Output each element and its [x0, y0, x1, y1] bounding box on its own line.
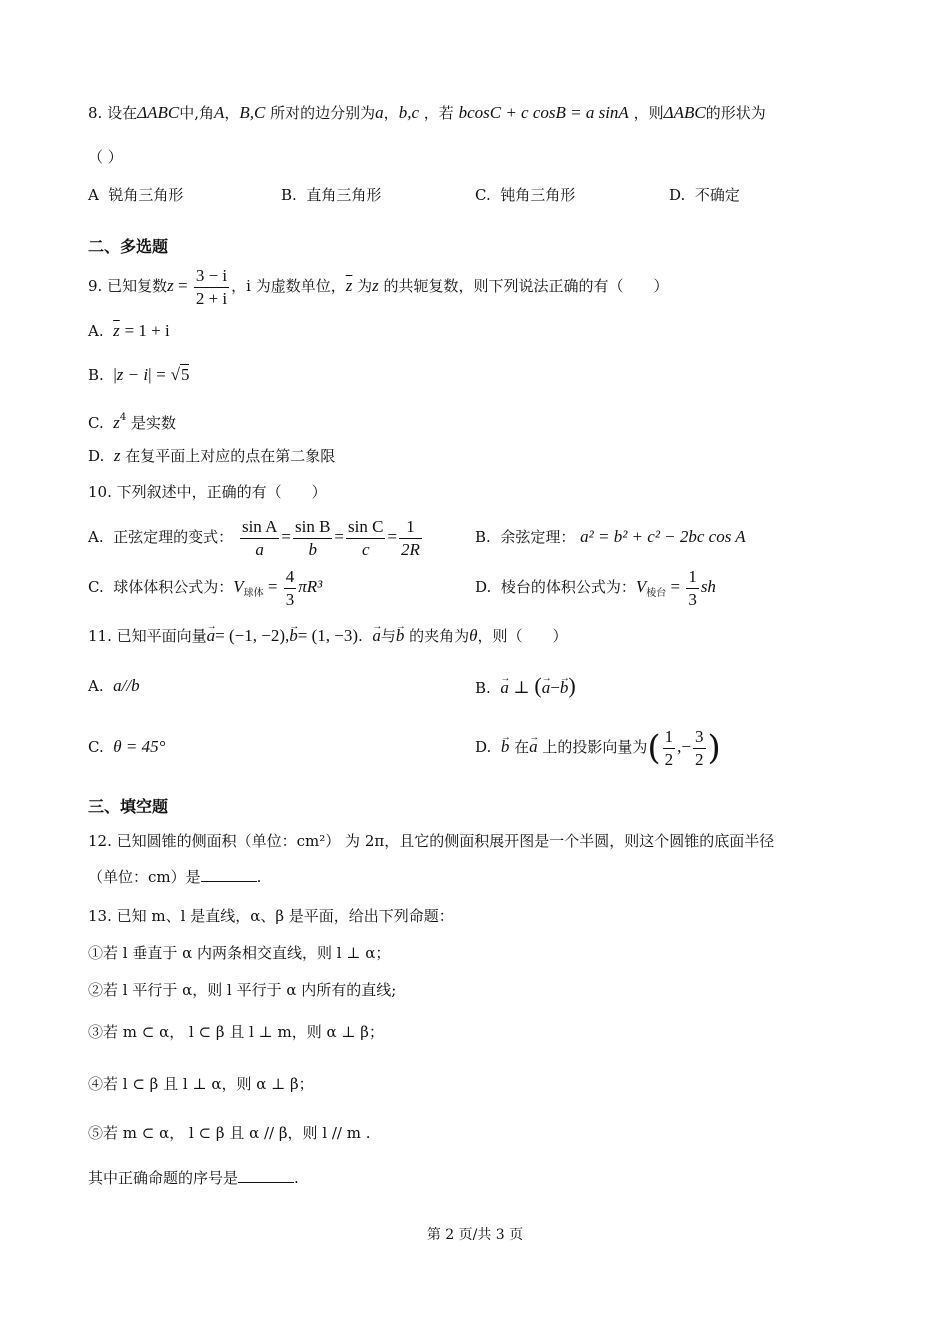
- q13-stem: 13. 已知 m、l 是直线，α、β 是平面，给出下列命题：: [88, 907, 454, 925]
- q11-frac-3-2: $\frac{3}{2}$: [695, 726, 704, 769]
- q10-option-a: A. 正弦定理的变式： $\frac{\text{sin A}}{a}$ = $\frac{\text{sin B}}{b}$ = $\frac{\text{sin C}}{c}$ = $\frac{1}{2R}$: [88, 516, 420, 559]
- q13-proposition-2: ②若 l 平行于 α，则 l 平行于 α 内所有的直线;: [88, 981, 397, 999]
- q10-stem: 10. 下列叙述中，正确的有（ ）: [88, 483, 327, 501]
- section-heading-fill-blank: 三、填空题: [88, 797, 169, 816]
- q11-stem: 11. 已知平面向量→ a= (−1, −2),→ b= (1, −3). → a与→ b 的夹角为θ，则（ ）: [88, 626, 568, 646]
- q11-option-d: D. → b 在→ a 上的投影向量为( $\frac{1}{2}$ ,− $\frac{3}{2}$ ): [475, 722, 721, 773]
- q8-option-d: D. 不确定: [669, 186, 740, 204]
- q13-proposition-3: ③若 m ⊂ α， l ⊂ β 且 l ⊥ m，则 α ⊥ β；: [88, 1023, 384, 1041]
- q8-option-a: A 锐角三角形: [88, 186, 184, 204]
- q13-answer-blank[interactable]: [238, 1168, 294, 1183]
- q8-paren: （ ）: [88, 148, 123, 166]
- q13-answer-line: 其中正确命题的序号是 .: [88, 1169, 299, 1187]
- q10-frac-sinA: $\frac{\text{sin A}}{a}$: [241, 516, 278, 559]
- q11-option-b: B. → a ⊥ (→ a−→ b): [475, 676, 576, 698]
- q9-option-b: B. |z − i| = √5: [88, 365, 190, 384]
- q12-line1: 12. 已知圆锥的侧面积（单位：cm²） 为 2π，且它的侧面积展开图是一个半圆，则这个圆锥的底面半径: [88, 832, 775, 850]
- q9-option-d: D. z 在复平面上对应的点在第二象限: [88, 446, 336, 465]
- q10-frac-4-3: $\frac{4}{3}$: [285, 566, 295, 609]
- q11-frac-1-2: $\frac{1}{2}$: [664, 726, 674, 769]
- q10-option-b: B. 余弦定理： a² = b² + c² − 2bc cos A: [475, 527, 746, 546]
- q9-stem: 9. 已知复数z = $\frac{3 - i}{2 + i}$ ，i 为虚数单位，$\overline{z}$ 为z 的共轭复数，则下列说法正确的有（ ）: [88, 265, 669, 308]
- q12-line2: （单位：cm）是 .: [88, 868, 262, 886]
- q9-fraction: $\frac{3 - i}{2 + i}$: [195, 265, 228, 308]
- q8-option-c: C. 钝角三角形: [475, 186, 576, 204]
- q11-option-a: A. a//b: [88, 676, 140, 695]
- q11-option-c: C. θ = 45°: [88, 737, 166, 756]
- q8-stem: 8. 设在ΔABC中,角A，B,C 所对的边分别为a，b,c ，若 bcosC + c cosB = a sinA ，则ΔABC的形状为: [88, 103, 766, 122]
- page-footer: 第 2 页/共 3 页: [426, 1227, 524, 1243]
- q10-frac-1-2R: $\frac{1}{2R}$: [401, 516, 420, 559]
- q13-proposition-1: ①若 l 垂直于 α 内两条相交直线，则 l ⊥ α；: [88, 944, 391, 962]
- q10-option-d: D. 棱台的体积公式为：$V_{棱台}$ = $\frac{1}{3}$ sh: [475, 566, 716, 609]
- section-heading-multi-choice: 二、多选题: [88, 237, 169, 256]
- q9-option-a: A. $\overline{z} = 1 + i$: [88, 321, 170, 340]
- q10-frac-sinB: $\frac{\text{sin B}}{b}$: [294, 516, 331, 559]
- q12-answer-blank[interactable]: [201, 867, 257, 882]
- q10-option-c: C. 球体体积公式为：$V_{球体}$ = $\frac{4}{3}$ πR³: [88, 566, 323, 609]
- q13-proposition-5: ⑤若 m ⊂ α， l ⊂ β 且 α // β，则 l // m .: [88, 1124, 371, 1142]
- q8-option-b: B. 直角三角形: [281, 186, 382, 204]
- q10-frac-sinC: $\frac{\text{sin C}}{c}$: [348, 516, 384, 559]
- q13-proposition-4: ④若 l ⊂ β 且 l ⊥ α，则 α ⊥ β；: [88, 1075, 314, 1093]
- q9-option-c: C. $z^4$ 是实数: [88, 412, 177, 432]
- q10-frac-1-3: $\frac{1}{3}$: [688, 566, 697, 609]
